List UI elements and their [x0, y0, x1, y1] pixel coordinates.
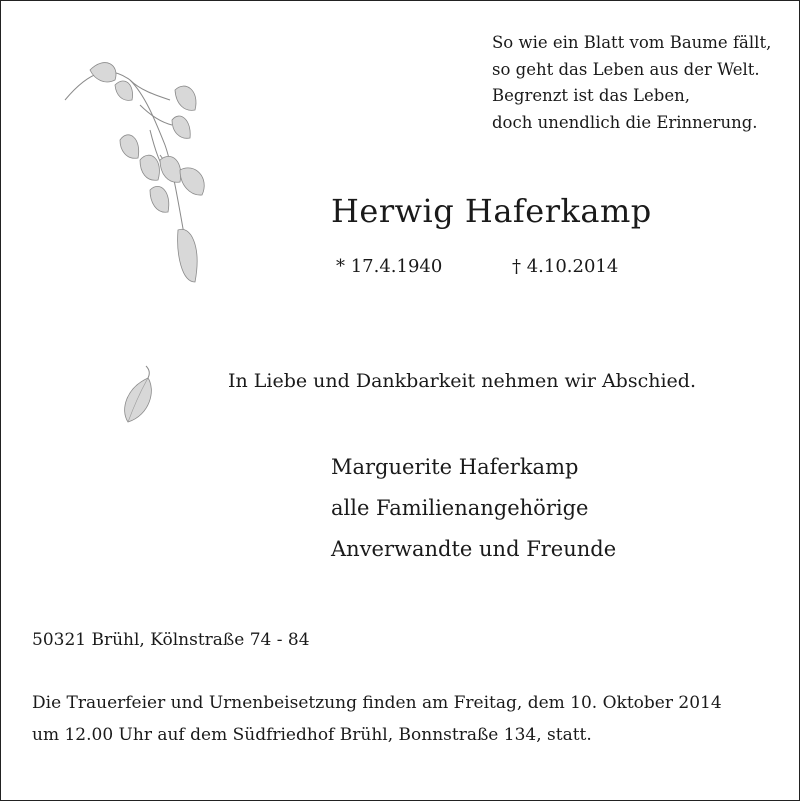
ceremony-info	[32, 687, 722, 751]
deceased-name: Herwig Haferkamp	[331, 192, 652, 230]
poem-line: so geht das Leben aus der Welt.	[492, 59, 760, 79]
mourner-line: Marguerite Haferkamp	[331, 455, 579, 479]
falling-leaf-icon	[110, 360, 160, 430]
poem-line: doch unendlich die Erinnerung.	[492, 112, 758, 132]
birth-date: * 17.4.1940	[336, 256, 443, 277]
mourner-line: Anverwandte und Freunde	[331, 537, 617, 561]
family-address: 50321 Brühl, Kölnstraße 74 - 84	[32, 630, 310, 650]
poem-line: Begrenzt ist das Leben,	[492, 86, 690, 105]
farewell-text: In Liebe und Dankbarkeit nehmen wir Abschied.	[228, 370, 696, 392]
mourner-line: alle Familienangehörige	[331, 496, 589, 520]
poem	[492, 30, 792, 136]
ceremony-line: Die Trauerfeier und Urnenbeisetzung finden am Freitag, dem 10. Oktober 2014	[32, 693, 722, 713]
birch-branch-icon	[60, 50, 220, 300]
ceremony-line: um 12.00 Uhr auf dem Südfriedhof Brühl, Bonnstraße 134, statt.	[32, 725, 592, 745]
mourners-list	[331, 447, 616, 570]
death-date: † 4.10.2014	[512, 256, 619, 277]
poem-line: So wie ein Blatt vom Baume fällt,	[492, 33, 772, 52]
